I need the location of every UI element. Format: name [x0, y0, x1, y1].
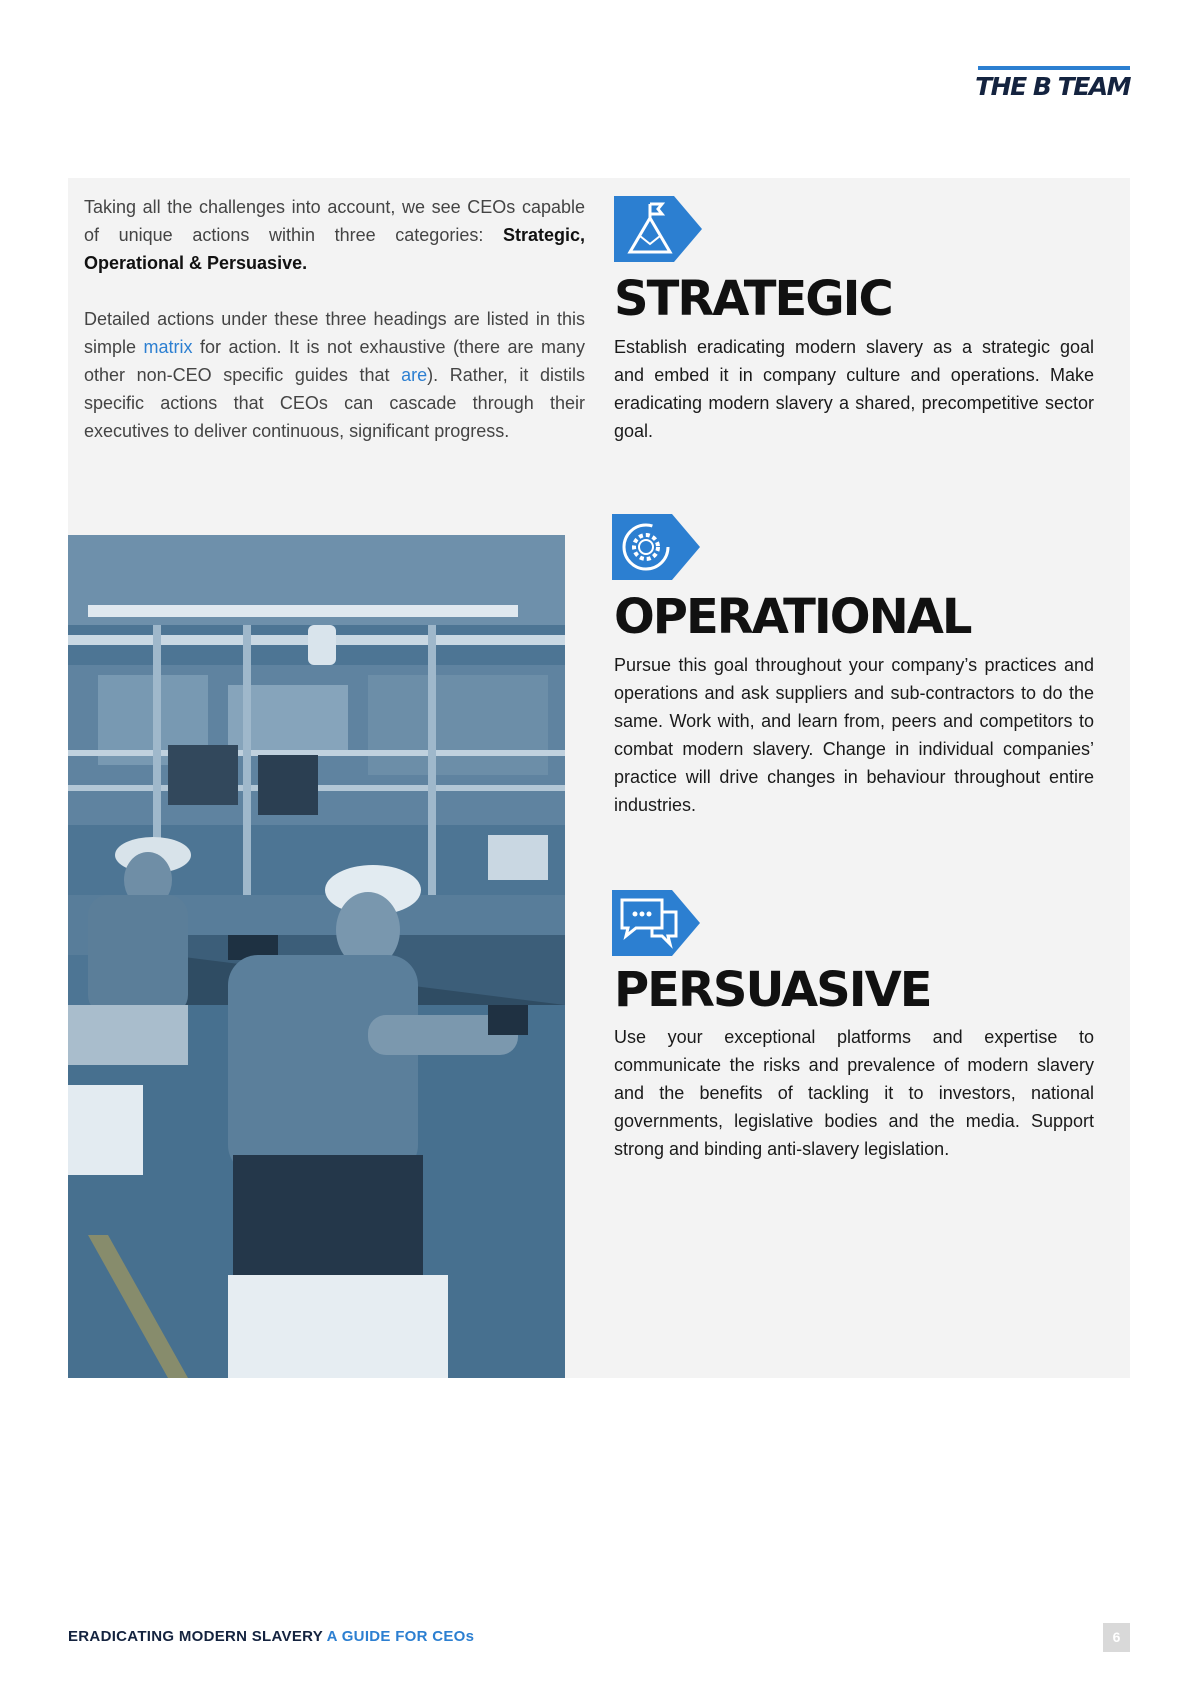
intro-p2-text-b: for action. It is not exhaustive (there are many other non-CEO specific guides that [84, 337, 585, 385]
page-number: 6 [1103, 1623, 1130, 1652]
intro-paragraph-1 [84, 193, 585, 277]
gear-cycle-icon [612, 514, 702, 580]
operational-body: Pursue this goal throughout your company’s practices and operations and ask suppliers and sub-contractors to do the same. Work with, and learn from, peers and competitors to combat modern slavery. Change in individual companies’ practice will drive changes in behaviour throughout entire industries. [614, 655, 1094, 815]
strategic-body: Establish eradicating modern slavery as a strategic goal and embed it in company culture and operations. Make eradicating modern slavery a shared, precompetitive sector goal. [614, 337, 1094, 441]
flag-mountain-icon [614, 196, 704, 262]
intro-text [84, 193, 585, 445]
intro-p1-bold: Strategic, Operational & Persuasive. [84, 225, 585, 273]
footer-title [68, 1628, 474, 1645]
matrix-link[interactable]: matrix [143, 337, 193, 357]
strategic-heading: STRATEGIC [614, 271, 892, 327]
b-team-logo [974, 66, 1130, 106]
intro-p2-text-c: ). Rather, it distils specific actions that CEOs can cascade through their executives to deliver continuous, significant progress. [84, 365, 585, 441]
persuasive-body: Use your exceptional platforms and expertise to communicate the risks and prevalence of modern slavery and the benefits of tackling it to investors, national governments, legislative bodies and the media. Support strong and binding anti-slavery legislation. [614, 1027, 1094, 1159]
logo-bar [978, 66, 1130, 70]
factory-workers-photo [68, 535, 565, 1378]
intro-paragraph-2 [84, 305, 585, 445]
speech-bubbles-icon [612, 890, 702, 956]
intro-p1-text: Taking all the challenges into account, we see CEOs capable of unique actions within three categories: [84, 197, 585, 245]
operational-heading: OPERATIONAL [614, 589, 971, 645]
footer-title-sub: A GUIDE FOR CEOs [322, 1628, 475, 1645]
persuasive-heading: PERSUASIVE [614, 962, 931, 1018]
intro-p2-text-a: Detailed actions under these three headings are listed in this simple [84, 309, 585, 357]
logo-text: THE B TEAM [975, 72, 1130, 101]
footer-title-main: ERADICATING MODERN SLAVERY [68, 1628, 323, 1645]
guides-link[interactable]: are [401, 365, 428, 385]
